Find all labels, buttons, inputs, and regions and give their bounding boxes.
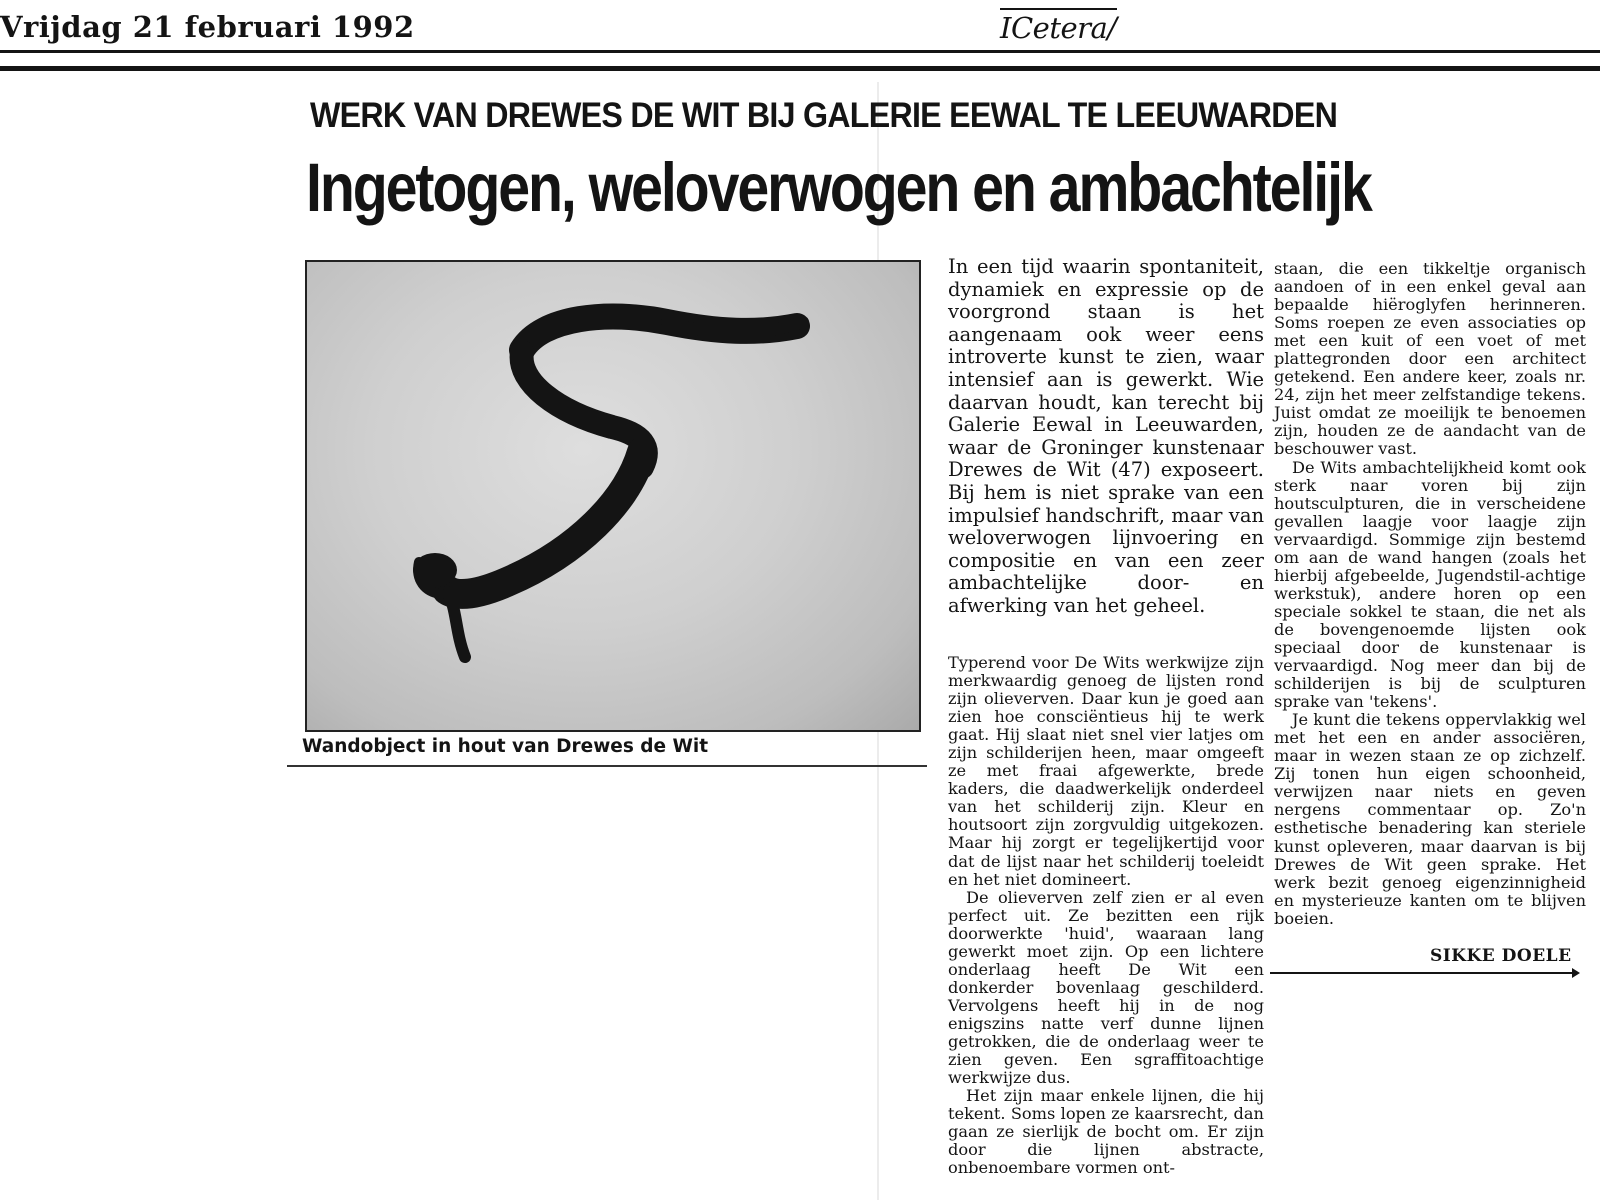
article-column-3 — [1274, 260, 1586, 928]
body-paragraph: Het zijn maar enkele lijnen, die hij tekent. Soms lopen ze kaarsrecht, dan gaan ze sierlijk de bocht om. Er zijn door die lijnen abstracte, onbenoembare vormen ont- — [948, 1086, 1264, 1178]
body-paragraph: Typerend voor De Wits werkwijze zijn merkwaardig genoeg de lijsten rond zijn olieverven. Daar kun je goed aan zien hoe consciëntieus hij te werk gaat. Hij slaat niet snel vier latjes om zijn schilderijen heen, maar omgeeft ze met fraai afgewerkte, brede kaders, die daadwerkelijk onderdeel van het schilderij zijn. Kleur en houtsoort zijn zorgvuldig uitgekozen. Maar hij zorgt er tegelijkertijd voor dat de lijst naar het schilderij toeleidt en het niet domineert. — [948, 653, 1264, 889]
article-column-2 — [948, 654, 1264, 1177]
masthead-rule-bottom — [0, 66, 1600, 71]
article-lead-column — [948, 256, 1264, 618]
article-end-mark — [1572, 968, 1580, 978]
newspaper-date: Vrijdag 21 februari 1992 — [0, 10, 415, 44]
photo-caption: Wandobject in hout van Drewes de Wit — [302, 736, 709, 757]
wood-sculpture-image — [307, 262, 919, 730]
article-headline: Ingetogen, weloverwogen en ambachtelijk — [306, 149, 1371, 226]
masthead-rule-top — [0, 50, 1600, 53]
section-logo-text: Cetera — [1010, 11, 1108, 45]
body-paragraph: De Wits ambachtelijkheid komt ook sterk naar voren bij zijn houtsculpturen, die in verscheidene gevallen laagje voor laagje zijn vervaardigd. Sommige zijn bestemd om aan de wand hangen (zoals het hierbij afgebeelde, Jugendstil-achtige werkstuk), andere horen op een speciale sokkel te staan, die net als de bovengenoemde lijsten ook speciaal door de kunstenaar is vervaardigd. Nog meer dan bij de schilderijen is bij de sculpturen sprake van 'tekens'. — [1274, 457, 1586, 712]
caption-rule — [287, 765, 927, 767]
lead-paragraph: In een tijd waarin spontaniteit, dynamiek en expressie op de voorgrond staan is het aangenaam ook weer eens introverte kunst te zien, waar intensief aan is gewerkt. Wie daarvan houdt, kan terecht bij Galerie Eewal in Leeuwarden, waar de Groninger kunstenaar Drewes de Wit (47) exposeert. Bij hem is niet sprake van een impulsief handschrift, maar van weloverwogen lijnvoering en compositie en van een zeer ambachtelijke door- en afwerking van het geheel. — [948, 255, 1264, 617]
article-kicker: WERK VAN DREWES DE WIT BIJ GALERIE EEWAL TE LEEUWARDEN — [310, 96, 1338, 135]
article-end-rule — [1270, 972, 1577, 974]
body-paragraph: staan, die een tikkeltje organisch aandoen of in een enkel geval aan bepaalde hiëroglyfen herinneren. Soms roepen ze even associaties op met een kuit of een voet of met plattegronden door een architect getekend. Een andere keer, zoals nr. 24, zijn het meer zelfstandige tekens. Juist omdat ze moeilijk te benoemen zijn, houden ze de aandacht van de beschouwer vast. — [1274, 259, 1586, 459]
section-logo: ICetera/ — [1000, 8, 1117, 46]
body-paragraph: De olieverven zelf zien er al even perfect uit. Ze bezitten een rijk doorwerkte 'huid', waaraan lang gewerkt moet zijn. Op een lichtere onderlaag heeft De Wit een donkerder bovenlaag geschilderd. Vervolgens heeft hij in de nog enigszins natte verf dunne lijnen getrokken, die de onderlaag weer te zien geven. Een sgraffitoachtige werkwijze dus. — [948, 887, 1264, 1088]
article-photo — [305, 260, 921, 732]
body-paragraph: Je kunt die tekens oppervlakkig wel met het een en ander associëren, maar in wezen staan ze op zichzelf. Zij tonen hun eigen schoonheid, verwijzen naar niets en geven nergens commentaar op. Zo'n esthetische benadering kan steriele kunst opleveren, maar daarvan is bij Drewes de Wit geen sprake. Het werk bezit genoeg eigenzinnigheid en mysterieuze kanten om te blijven boeien. — [1274, 710, 1586, 928]
author-byline: SIKKE DOELE — [1430, 946, 1572, 966]
